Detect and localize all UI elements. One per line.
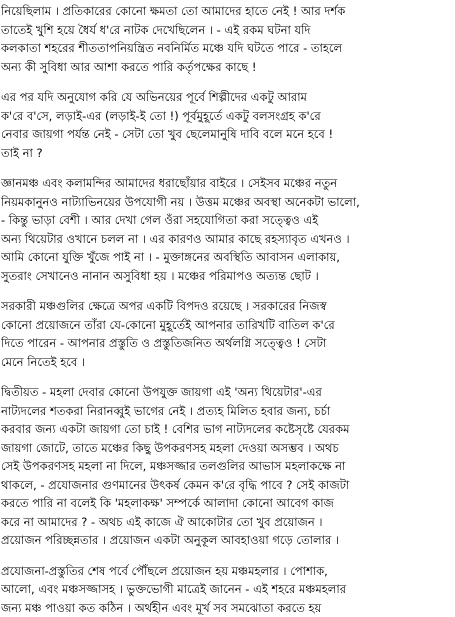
text-line: প্রযোজনা-প্রস্তুতির শেষ পর্বে পৌঁছলে প্রয়োজন হয় মঞ্চমহলার । পোশাক, bbox=[1, 562, 455, 581]
text-line: - কিন্তু ভাড়া বেশী । আর দেখা গেল ওঁরা সহযোগিতা করা সত্ত্বেও এই bbox=[1, 211, 455, 230]
paragraph-4 bbox=[1, 297, 455, 371]
text-line: জ্ঞানমঞ্চ এবং কলামন্দির আমাদের ধরাছোঁয়ার বাইরে । সেইসব মঞ্চের নতুন bbox=[1, 174, 455, 193]
text-line: অন্য কী সুবিধা আর আশা করতে পারি কর্তৃপক্ষের কাছে ! bbox=[1, 58, 455, 77]
text-line: মেনে নিতেই হবে । bbox=[1, 353, 455, 372]
text-line: করতে পারি না বলেই কি 'মহলাকক্ষ' সম্পর্কে আলাদা কোনো আবেগ কাজ bbox=[1, 494, 455, 513]
text-line: জায়গা জোটে, তাতে মঞ্চের কিছু উপকরণসহ মহলা দেওয়া অসম্ভব । অথচ bbox=[1, 439, 455, 458]
text-line: সরকারী মঞ্চগুলির ক্ষেত্রে অপর একটি বিপদও রয়েছে । সরকারের নিজস্ব bbox=[1, 297, 455, 316]
text-line: তাই না ? bbox=[1, 144, 455, 163]
text-line: নাট্যদলের শতকরা নিরানব্বুই ভাগের নেই । প্রত্যহ মিলিত হবার জন্য, চর্চা bbox=[1, 402, 455, 421]
paragraph-6 bbox=[1, 562, 455, 617]
paragraph-5 bbox=[1, 383, 455, 550]
text-line: প্রয়োজন পরিচ্ছন্নতার । প্রয়োজন একটা অনুকূল আবহাওয়া গড়ে তোলার । bbox=[1, 531, 455, 550]
paragraph-gap bbox=[1, 550, 455, 562]
paragraph-gap bbox=[1, 285, 455, 297]
text-line: নেবার জায়গা পর্যন্ত নেই - সেটা তো খুব ছেলেমানুষি দাবি বলে মনে হবে ! bbox=[1, 125, 455, 144]
text-line: নিয়েছিলাম । প্রতিকারের কোনো ক্ষমতা তো আমাদের হাতে নেই ! আর দর্শক bbox=[1, 2, 455, 21]
text-line: দিতে পারেন - আপনার প্রস্তুতি ও প্রস্তুতিজনিত অর্থলগ্নি সত্ত্বেও ! সেটা bbox=[1, 334, 455, 353]
text-line: করে না আমাদের ? - অথচ এই কাজে ঐ আকোটার তো খুব প্রয়োজন । bbox=[1, 513, 455, 532]
text-line: সুতরাং সেখানেও নানান অসুবিধা হয় । মঞ্চের পরিমাপও অত্যন্ত ছোট । bbox=[1, 267, 455, 286]
paragraph-2 bbox=[1, 88, 455, 162]
paragraph-gap bbox=[1, 371, 455, 383]
paragraph-gap bbox=[1, 162, 455, 174]
text-line: আমি কোনো যুক্তি খুঁজে পাই না । - মুক্তাঙ্গনের অবস্থিতি আবাসন এলাকায়, bbox=[1, 248, 455, 267]
text-line: জন্য মঞ্চ পাওয়া কত কঠিন । অর্থহীন এবং মূর্খ সব সমঝোতা করতে হয় bbox=[1, 599, 455, 617]
text-line: কোনো প্রয়োজনে তাঁরা যে-কোনো মুহূর্তেই আপনার তারিখটি বাতিল ক'রে bbox=[1, 316, 455, 335]
paragraph-1 bbox=[1, 2, 455, 76]
text-line: ক'রে ব'সে, লড়াই-এর (লড়াই-ই তো !) পূর্বমুহূর্তে একটু বলসংগ্রহ ক'রে bbox=[1, 107, 455, 126]
text-line: এর পর যদি অনুযোগ করি যে অভিনয়ের পূর্বে শিল্পীদের একটু আরাম bbox=[1, 88, 455, 107]
paragraph-gap bbox=[1, 76, 455, 88]
text-line: কলকাতা শহরের শীততাপনিয়ন্ত্রিত নবনির্মিত মঞ্চে যদি ঘটতে পারে - তাহলে bbox=[1, 39, 455, 58]
paragraph-3 bbox=[1, 174, 455, 285]
text-line: আলো, এবং মঞ্চসজ্জাসহ । ভুক্তভোগী মাত্রেই জানেন - এই শহরে মঞ্চমহলার bbox=[1, 580, 455, 599]
text-line: অন্য থিয়েটার ওখানে চলল না । এর কারণও আমার কাছে রহস্যাবৃত এখনও । bbox=[1, 230, 455, 249]
text-line: থাকলে, - প্রযোজনার গুণমানের উৎকর্ষ কেমন ক'রে বৃদ্ধি পাবে ? সেই কাজটা bbox=[1, 476, 455, 495]
text-line: দ্বিতীয়ত - মহলা দেবার কোনো উপযুক্ত জায়গা এই 'অন্য থিয়েটার'-এর bbox=[1, 383, 455, 402]
text-line: করবার জন্য একটা জায়গা তো চাই ! বেশির ভাগ নাট্যদলের কষ্টেসৃষ্টে যেরকম bbox=[1, 420, 455, 439]
text-line: সেই উপকরণসহ মহলা না দিলে, মঞ্চসজ্জার তলগুলির আভাস মহলাকক্ষে না bbox=[1, 457, 455, 476]
text-line: তাতেই খুশি হয়ে ধৈর্য ধ'রে নাটক দেখেছিলেন । - এই রকম ঘটনা যদি bbox=[1, 21, 455, 40]
text-line: নিয়মকানুনও নাট্যাভিনয়ের উপযোগী নয় । উত্তম মঞ্চের অবস্থা অনেকটা ভালো, bbox=[1, 193, 455, 212]
